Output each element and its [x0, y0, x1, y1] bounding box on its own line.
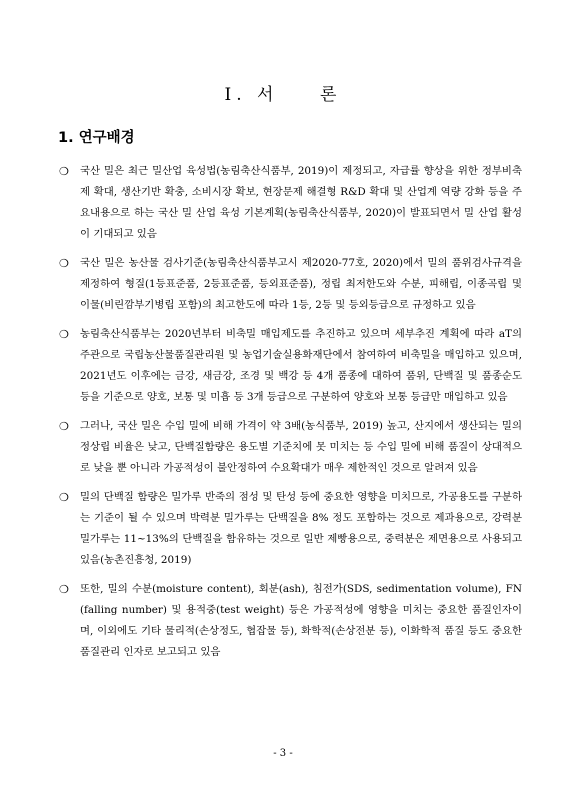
- bullet-circle-icon: ❍: [59, 491, 69, 504]
- bullet-item: [58, 579, 522, 663]
- bullet-circle-icon: ❍: [59, 583, 69, 596]
- section-heading: 1. 연구배경: [58, 130, 135, 146]
- bullet-circle-icon: ❍: [59, 257, 69, 270]
- bullet-circle-icon: ❍: [59, 165, 69, 178]
- bullet-text: 국산 밀은 농산물 검사기준(농림축산식품부고시 제2020-77호, 2020)에서 밀의 품위검사규격을 제정하여 형질(1등표준품, 2등표준품, 등외표준품), 정립 최저한도와 수분, 피해립, 이종곡립 및 이물(비린깜부기병립 포함)의 최고한도에 따라 1등, 2등 및 등외등급으로 규정하고 있음: [80, 257, 522, 311]
- bullet-item: [58, 324, 522, 408]
- bullet-text: 국산 밀은 최근 밀산업 육성법(농림축산식품부, 2019)이 제정되고, 자급률 향상을 위한 정부비축제 확대, 생산기반 확충, 소비시장 확보, 현장문제 해결형 R&D 확대 및 산업계 역량 강화 등을 주요내용으로 하는 국산 밀 산업 육성 기본계획(농림축산식품부, 2020)이 발표되면서 밀 산업 활성이 기대되고 있음: [80, 165, 522, 240]
- bullet-text: 밀의 단백질 함량은 밀가루 반죽의 점성 및 탄성 등에 중요한 영향을 미치므로, 가공용도를 구분하는 기준이 될 수 있으며 박력분 밀가루는 단백질을 8% 정도 포함하는 것으로 제과용으로, 강력분 밀가루는 11~13%의 단백질을 함유하는 것으로 일반 제빵용으로, 중력분은 제면용으로 사용되고 있음(농촌진흥청, 2019): [80, 491, 522, 566]
- bullet-circle-icon: ❍: [59, 420, 69, 433]
- bullet-list: [58, 161, 522, 671]
- page-number: - 3 -: [273, 748, 293, 759]
- bullet-item: [58, 487, 522, 571]
- bullet-text: 또한, 밀의 수분(moisture content), 회분(ash), 침전가(SDS, sedimentation volume), FN(falling number) 및 용적중(test weight) 등은 가공적성에 영향을 미치는 중요한 품질인자이며, 이외에도 기타 물리적(손상정도, 협잡물 등), 화학적(손상전분 등), 이화학적 품질 등도 중요한 품질관리 인자로 보고되고 있음: [80, 583, 522, 658]
- bullet-item: [58, 253, 522, 316]
- bullet-text: 농림축산식품부는 2020년부터 비축밀 매입제도를 추진하고 있으며 세부추진 계획에 따라 aT의 주관으로 국립농산물품질관리원 및 농업기술실용화재단에서 참여하여 비축밀을 매입하고 있으며, 2021년도 이후에는 금강, 새금강, 조경 및 백강 등 4개 품종에 대하여 품위, 단백질 및 품종순도 등을 기준으로 양호, 보통 및 미흡 등 3개 등급으로 구분하여 양호와 보통 등급만 매입하고 있음: [80, 328, 522, 403]
- bullet-circle-icon: ❍: [59, 328, 69, 341]
- bullet-text: 그러나, 국산 밀은 수입 밀에 비해 가격이 약 3배(농식품부, 2019) 높고, 산지에서 생산되는 밀의 정상립 비율은 낮고, 단백질함량은 용도별 기준치에 못 미치는 등 수입 밀에 비해 품질이 상대적으로 낮을 뿐 아니라 가공적성이 불안정하여 수요확대가 매우 제한적인 것으로 알려져 있음: [80, 420, 522, 474]
- bullet-item: [58, 161, 522, 245]
- chapter-title: Ⅰ. 서 론: [224, 85, 342, 105]
- bullet-item: [58, 416, 522, 479]
